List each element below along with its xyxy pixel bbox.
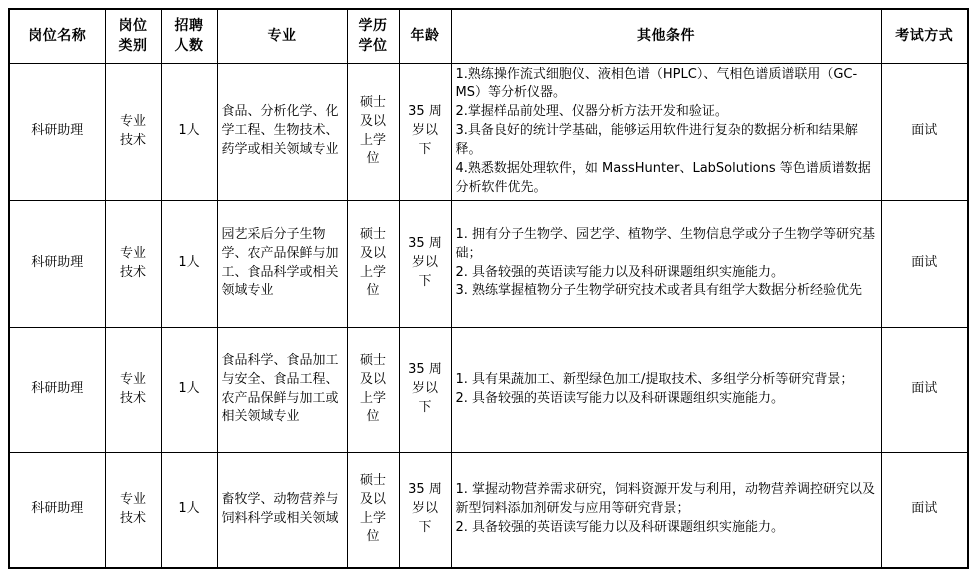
cell-major: 园艺采后分子生物学、农产品保鲜与加工、食品科学或相关领域专业 — [217, 200, 347, 327]
cell-job-name: 科研助理 — [9, 200, 105, 327]
cell-other-conditions — [451, 452, 881, 568]
column-header-exam-method: 考试方式 — [881, 9, 968, 63]
cell-age-line2: 岁以 — [411, 123, 438, 139]
cell-age-line3: 下 — [418, 273, 432, 289]
recruitment-table — [8, 8, 969, 569]
column-header-job-type-line2: 类别 — [118, 38, 148, 55]
other-condition-line: 2.掌握样品前处理、仪器分析方法开发和验证。 — [455, 104, 728, 120]
cell-job-type — [105, 63, 161, 200]
cell-age — [399, 452, 451, 568]
cell-exam-method: 面试 — [881, 327, 968, 452]
cell-age — [399, 200, 451, 327]
column-header-job-name: 岗位名称 — [9, 9, 105, 63]
cell-exam-method: 面试 — [881, 200, 968, 327]
column-header-job-type — [105, 9, 161, 63]
table-row — [9, 63, 968, 200]
cell-job-type — [105, 452, 161, 568]
cell-other-conditions — [451, 327, 881, 452]
column-header-major: 专业 — [217, 9, 347, 63]
cell-job-type-line2: 技术 — [119, 132, 146, 148]
column-header-degree-line1: 学历 — [358, 18, 388, 34]
other-condition-line: 1. 掌握动物营养需求研究，饲料资源开发与利用，动物营养调控研究以及新型饲料添加剂研发与应用等研究背景； — [455, 482, 876, 517]
column-header-headcount-line1: 招聘 — [174, 18, 204, 34]
cell-age — [399, 63, 451, 200]
cell-age-line1: 35 周 — [408, 482, 442, 498]
cell-job-type-line1: 专业 — [119, 371, 146, 387]
table-header-row — [9, 9, 968, 63]
cell-degree-line1: 硕士 — [359, 94, 386, 110]
cell-job-type-line1: 专业 — [119, 113, 146, 129]
cell-degree-line2: 及以 — [359, 245, 386, 261]
other-condition-line: 3.具备良好的统计学基础，能够运用软件进行复杂的数据分析和结果解释。 — [455, 123, 858, 157]
cell-degree — [347, 327, 399, 452]
table-row — [9, 200, 968, 327]
column-header-age: 年龄 — [399, 9, 451, 63]
cell-job-type-line2: 技术 — [119, 390, 146, 406]
cell-headcount: 1人 — [161, 200, 217, 327]
other-condition-line: 2. 具备较强的英语读写能力以及科研课题组织实施能力。 — [455, 390, 785, 406]
column-header-degree-line2: 学位 — [358, 38, 388, 55]
cell-age — [399, 327, 451, 452]
other-condition-line: 1. 拥有分子生物学、园艺学、植物学、生物信息学或分子生物学等研究基础； — [455, 226, 876, 261]
cell-degree-line1: 硕士 — [359, 472, 386, 488]
cell-other-conditions — [451, 63, 881, 200]
cell-job-name: 科研助理 — [9, 327, 105, 452]
cell-exam-method: 面试 — [881, 452, 968, 568]
cell-job-type-line1: 专业 — [119, 491, 146, 507]
cell-degree — [347, 63, 399, 200]
cell-age-line1: 35 周 — [408, 362, 442, 378]
cell-job-name: 科研助理 — [9, 63, 105, 200]
cell-age-line2: 岁以 — [411, 381, 438, 397]
table-row — [9, 452, 968, 568]
other-condition-line: 2. 具备较强的英语读写能力以及科研课题组织实施能力。 — [455, 264, 785, 280]
cell-major: 食品科学、食品加工与安全、食品工程、农产品保鲜与加工或相关领域专业 — [217, 327, 347, 452]
other-condition-line: 2. 具备较强的英语读写能力以及科研课题组织实施能力。 — [455, 519, 785, 535]
table-header — [9, 9, 968, 63]
column-header-headcount — [161, 9, 217, 63]
cell-degree-line4: 位 — [366, 151, 380, 167]
cell-age-line1: 35 周 — [408, 236, 442, 252]
cell-job-type — [105, 327, 161, 452]
table-row — [9, 327, 968, 452]
cell-exam-method: 面试 — [881, 63, 968, 200]
cell-age-line2: 岁以 — [411, 501, 438, 517]
cell-degree — [347, 200, 399, 327]
other-condition-line: 1.熟练操作流式细胞仪、液相色谱（HPLC）、气相色谱质谱联用（GC-MS）等分析仪器。 — [455, 66, 858, 101]
table-body — [9, 63, 968, 567]
cell-degree-line2: 及以 — [359, 113, 386, 129]
cell-age-line2: 岁以 — [411, 255, 438, 271]
cell-age-line1: 35 周 — [408, 104, 442, 120]
cell-headcount: 1人 — [161, 327, 217, 452]
cell-job-type-line2: 技术 — [119, 264, 146, 280]
column-header-headcount-line2: 人数 — [174, 38, 204, 55]
other-condition-line: 1. 具有果蔬加工、新型绿色加工/提取技术、多组学分析等研究背景； — [455, 371, 854, 387]
column-header-other-conditions: 其他条件 — [451, 9, 881, 63]
cell-job-type-line2: 技术 — [119, 510, 146, 526]
cell-headcount: 1人 — [161, 452, 217, 568]
cell-degree-line1: 硕士 — [359, 352, 386, 368]
cell-degree-line4: 位 — [366, 283, 380, 299]
cell-degree-line2: 及以 — [359, 371, 386, 387]
cell-headcount: 1人 — [161, 63, 217, 200]
column-header-degree — [347, 9, 399, 63]
cell-degree-line4: 位 — [366, 409, 380, 425]
column-header-job-type-line1: 岗位 — [118, 18, 148, 34]
cell-degree-line3: 上学 — [359, 390, 386, 406]
cell-age-line3: 下 — [418, 519, 432, 535]
cell-degree-line3: 上学 — [359, 132, 386, 148]
cell-degree-line3: 上学 — [359, 264, 386, 280]
cell-job-name: 科研助理 — [9, 452, 105, 568]
cell-age-line3: 下 — [418, 141, 432, 157]
cell-degree — [347, 452, 399, 568]
cell-degree-line3: 上学 — [359, 510, 386, 526]
cell-degree-line4: 位 — [366, 529, 380, 545]
cell-other-conditions — [451, 200, 881, 327]
cell-major: 食品、分析化学、化学工程、生物技术、药学或相关领域专业 — [217, 63, 347, 200]
cell-age-line3: 下 — [418, 399, 432, 415]
other-condition-line: 3. 熟练掌握植物分子生物学研究技术或者具有组学大数据分析经验优先 — [455, 283, 863, 299]
cell-degree-line2: 及以 — [359, 491, 386, 507]
cell-job-type — [105, 200, 161, 327]
cell-job-type-line1: 专业 — [119, 245, 146, 261]
cell-degree-line1: 硕士 — [359, 226, 386, 242]
cell-major: 畜牧学、动物营养与饲料科学或相关领域 — [217, 452, 347, 568]
other-condition-line: 4.熟悉数据处理软件，如 MassHunter、LabSolutions 等色谱质谱数据分析软件优先。 — [455, 160, 871, 195]
